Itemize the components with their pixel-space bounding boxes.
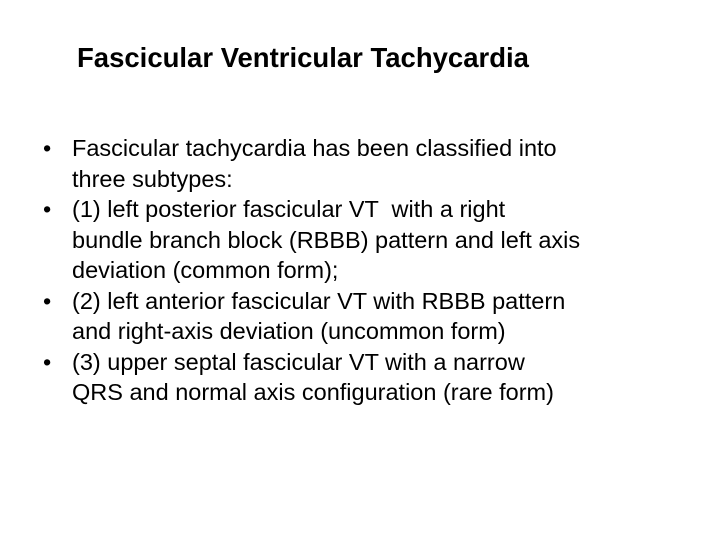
bullet-line: deviation (common form);: [72, 257, 339, 283]
bullet-text: [72, 286, 580, 347]
bullet-list: [0, 133, 580, 408]
bullet-line: three subtypes:: [72, 165, 233, 192]
bullet-icon: •: [43, 196, 52, 222]
bullet-line: and right-axis deviation (uncommon form): [72, 318, 506, 344]
bullet-icon: •: [43, 348, 52, 375]
bullet-item-3: [0, 286, 580, 347]
bullet-item-2: [0, 194, 580, 286]
bullet-item-4: [0, 347, 580, 408]
bullet-text: [72, 194, 580, 286]
bullet-text: [72, 133, 580, 194]
bullet-item-1: [0, 133, 580, 194]
bullet-line: bundle branch block (RBBB) pattern and left axis: [72, 226, 581, 253]
bullet-text: [72, 347, 580, 408]
bullet-icon: •: [43, 135, 52, 161]
slide-title: Fascicular Ventricular Tachycardia: [77, 42, 529, 73]
bullet-line: QRS and normal axis configuration (rare form): [72, 379, 554, 405]
bullet-icon: •: [43, 287, 52, 314]
bullet-line: (3) upper septal fascicular VT with a narrow: [72, 348, 525, 375]
bullet-line: (2) left anterior fascicular VT with RBBB pattern: [72, 287, 566, 314]
bullet-line: (1) left posterior fascicular VT with a right: [72, 196, 506, 222]
bullet-line: Fascicular tachycardia has been classified into: [72, 135, 557, 161]
